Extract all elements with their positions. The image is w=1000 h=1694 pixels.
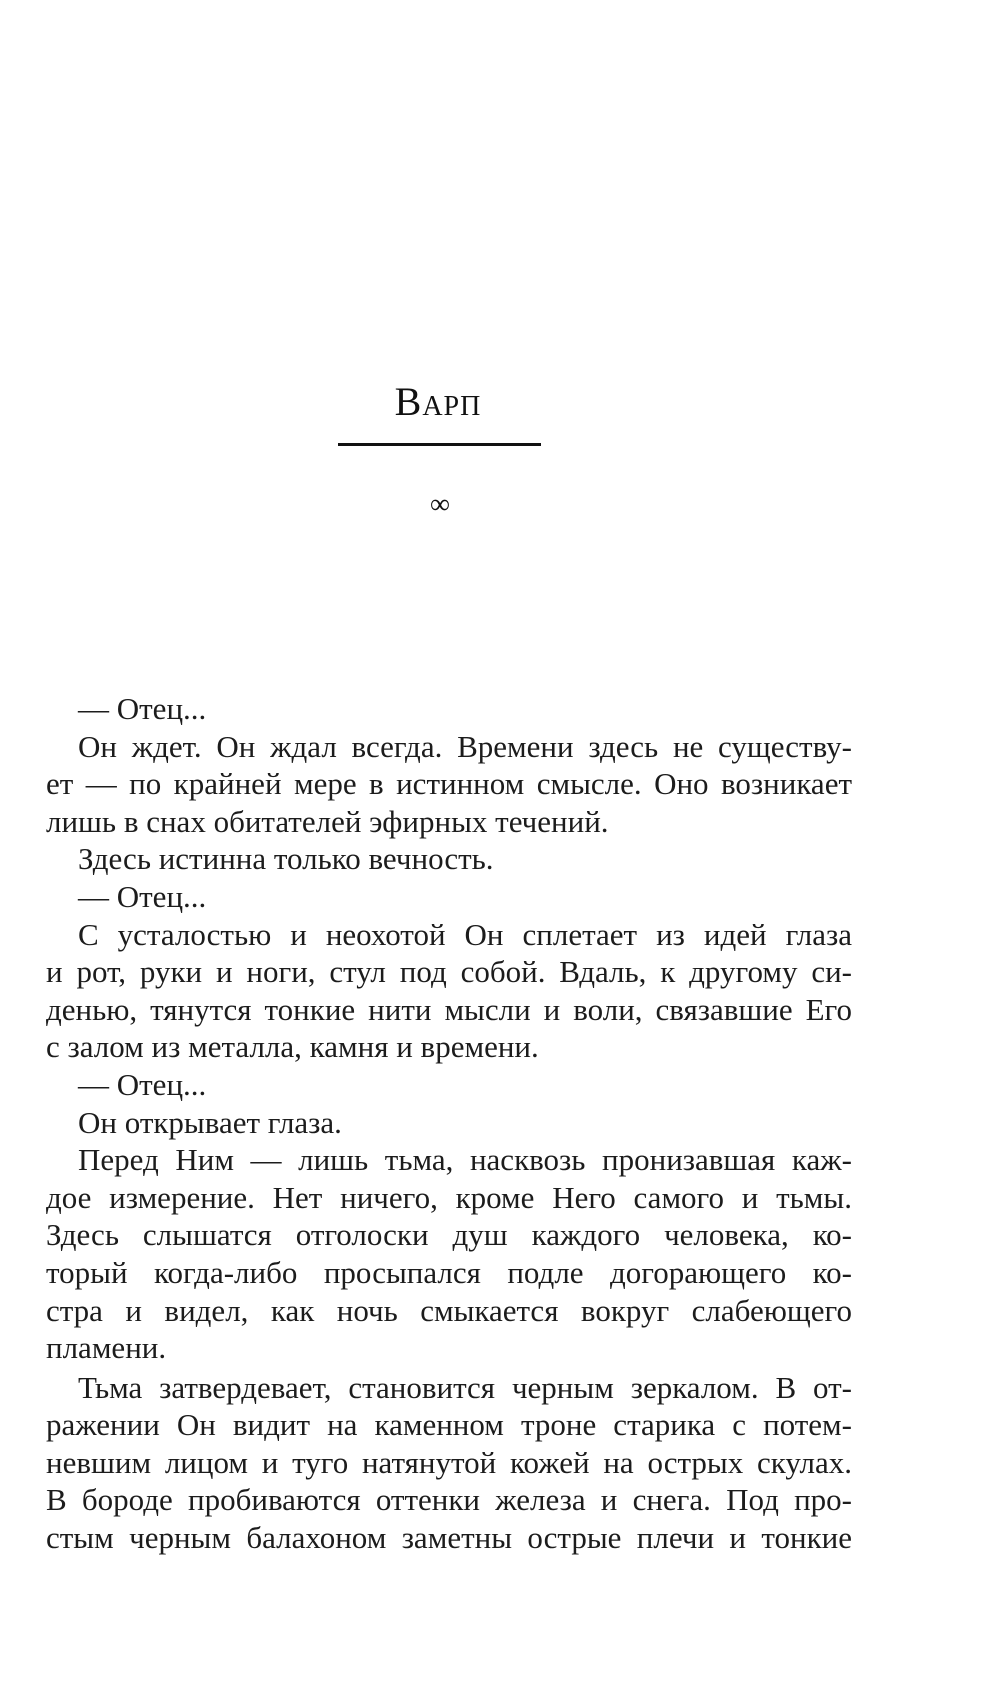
text-line: Тьма затвердевает, становится черным зеркалом. В от- [78,1369,852,1405]
text-line: пламени. [46,1330,167,1366]
text-line: и рот, руки и ноги, стул под собой. Вдаль, к другому си- [46,954,852,990]
text-line: с залом из металла, камня и времени. [46,1029,539,1065]
text-line: Перед Ним — лишь тьма, насквозь пронизавшая каж- [78,1142,852,1178]
text-line: С усталостью и неохотой Он сплетает из идей глаза [78,916,852,952]
text-line: — Отец... [78,878,207,914]
ornament-infinity: ∞ [430,489,450,520]
text-line: — Отец... [78,691,207,726]
body-text [46,690,852,1557]
text-line: Здесь истинна только вечность. [78,841,494,877]
title-rule [338,443,541,446]
text-line: стым черным балахоном заметны острые плечи и тонкие [46,1520,852,1556]
text-line: денью, тянутся тонкие нити мысли и воли, связавшие Его [46,991,852,1027]
text-line: дое измерение. Нет ничего, кроме Него самого и тьмы. [46,1179,852,1215]
text-line: Он ждет. Он ждал всегда. Времени здесь не существу- [78,728,852,764]
text-line: — Отец... [78,1066,207,1102]
text-line: стра и видел, как ночь смыкается вокруг слабеющего [46,1292,852,1328]
text-line: Здесь слышатся отголоски душ каждого человека, ко- [46,1217,852,1253]
text-line: Он открывает глаза. [78,1104,342,1140]
text-line: торый когда-либо просыпался подле догорающего ко- [46,1254,852,1290]
text-line: лишь в снах обитателей эфирных течений. [46,803,609,839]
text-line: невшим лицом и туго натянутой кожей на острых скулах. [46,1444,852,1480]
text-line: ет — по крайней мере в истинном смысле. Оно возникает [46,766,852,802]
text-line: ражении Он видит на каменном троне старика с потем- [46,1407,852,1443]
text-line: В бороде пробиваются оттенки железа и снега. Под про- [46,1482,852,1518]
chapter-title: Варп [394,379,482,424]
